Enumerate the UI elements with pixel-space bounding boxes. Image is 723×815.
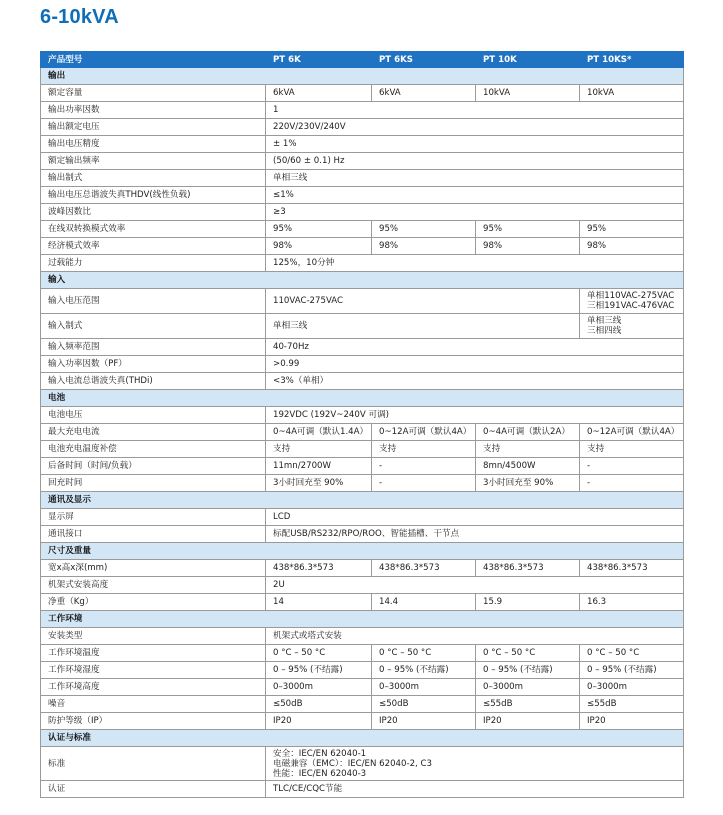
table-row xyxy=(41,424,684,441)
row-value: 0 °C – 50 °C xyxy=(372,645,476,662)
cell-line: 单相110VAC-275VAC xyxy=(587,291,675,301)
row-value: 14 xyxy=(266,594,372,611)
row-value: 3小时回充至 90% xyxy=(476,475,580,492)
row-label: 电池电压 xyxy=(41,407,266,424)
row-label: 通讯接口 xyxy=(41,526,266,543)
row-value-span: ≥3 xyxy=(266,204,684,221)
row-value: 16.3 xyxy=(580,594,684,611)
section-row xyxy=(41,272,684,289)
header-model-label: 产品型号 xyxy=(41,52,266,68)
row-value: 10kVA xyxy=(580,85,684,102)
table-row xyxy=(41,577,684,594)
row-value-span: 标配USB/RS232/RPO/ROO、智能插槽、干节点 xyxy=(266,526,684,543)
row-value: IP20 xyxy=(476,713,580,730)
row-label: 输出额定电压 xyxy=(41,119,266,136)
cell-line: 三相四线 xyxy=(587,326,622,336)
table-header-row xyxy=(41,52,684,68)
row-value: 11mn/2700W xyxy=(266,458,372,475)
row-value: 6kVA xyxy=(266,85,372,102)
section-title: 电池 xyxy=(41,390,684,407)
table-row xyxy=(41,526,684,543)
section-title: 输入 xyxy=(41,272,684,289)
row-value: 3小时回充至 90% xyxy=(266,475,372,492)
row-value: 0–3000m xyxy=(266,679,372,696)
row-value: 0~4A可调（默认1.4A） xyxy=(266,424,372,441)
table-body xyxy=(41,68,684,798)
row-value: - xyxy=(580,475,684,492)
table-row xyxy=(41,781,684,798)
row-label: 净重（Kg） xyxy=(41,594,266,611)
row-value: 15.9 xyxy=(476,594,580,611)
table-row xyxy=(41,509,684,526)
row-label: 输入频率范围 xyxy=(41,339,266,356)
table-row xyxy=(41,136,684,153)
row-value: 98% xyxy=(372,238,476,255)
row-label: 经济模式效率 xyxy=(41,238,266,255)
cell-line: 单相三线 xyxy=(587,316,622,326)
section-row xyxy=(41,611,684,628)
row-value: 支持 xyxy=(266,441,372,458)
row-value: 0–3000m xyxy=(580,679,684,696)
section-title: 尺寸及重量 xyxy=(41,543,684,560)
section-row xyxy=(41,492,684,509)
row-label: 工作环境湿度 xyxy=(41,662,266,679)
section-title: 工作环境 xyxy=(41,611,684,628)
row-value-span: >0.99 xyxy=(266,356,684,373)
page-title: 6-10kVA xyxy=(40,6,119,28)
row-value-span: ± 1% xyxy=(266,136,684,153)
row-value-span: 220V/230V/240V xyxy=(266,119,684,136)
table-row xyxy=(41,85,684,102)
table-row xyxy=(41,373,684,390)
table-row xyxy=(41,679,684,696)
row-label: 回充时间 xyxy=(41,475,266,492)
row-value-span: 1 xyxy=(266,102,684,119)
row-value-span: 机架式或塔式安装 xyxy=(266,628,684,645)
row-value-span: 2U xyxy=(266,577,684,594)
row-value: 98% xyxy=(476,238,580,255)
row-value-span: 40-70Hz xyxy=(266,339,684,356)
table-row xyxy=(41,314,684,339)
row-value-span: 125%，10分钟 xyxy=(266,255,684,272)
table-row xyxy=(41,475,684,492)
row-value: ≤50dB xyxy=(266,696,372,713)
row-value: 14.4 xyxy=(372,594,476,611)
row-value: 0 °C – 50 °C xyxy=(476,645,580,662)
table-row xyxy=(41,204,684,221)
cell-line: 安全：IEC/EN 62040-1 xyxy=(273,748,367,759)
row-value: 支持 xyxy=(476,441,580,458)
table-row xyxy=(41,153,684,170)
table-row xyxy=(41,187,684,204)
table-row xyxy=(41,747,684,781)
row-value: IP20 xyxy=(580,713,684,730)
row-label: 工作环境温度 xyxy=(41,645,266,662)
row-value-span: ≤1% xyxy=(266,187,684,204)
row-label: 宽x高x深(mm) xyxy=(41,560,266,577)
row-value: 95% xyxy=(266,221,372,238)
row-value-span: (50/60 ± 0.1) Hz xyxy=(266,153,684,170)
row-value: 438*86.3*573 xyxy=(372,560,476,577)
row-label: 额定输出频率 xyxy=(41,153,266,170)
row-value-multiline xyxy=(580,289,684,314)
row-value: 支持 xyxy=(580,441,684,458)
row-label: 波峰因数比 xyxy=(41,204,266,221)
table-row xyxy=(41,238,684,255)
row-label: 工作环境高度 xyxy=(41,679,266,696)
row-value: 98% xyxy=(580,238,684,255)
row-label: 后备时间（时间/负载） xyxy=(41,458,266,475)
row-value-span: LCD xyxy=(266,509,684,526)
row-label: 过载能力 xyxy=(41,255,266,272)
row-label: 输出功率因数 xyxy=(41,102,266,119)
row-value: 438*86.3*573 xyxy=(266,560,372,577)
row-label: 输入电压范围 xyxy=(41,289,266,314)
row-value: 438*86.3*573 xyxy=(476,560,580,577)
row-value: 95% xyxy=(476,221,580,238)
table-row xyxy=(41,407,684,424)
row-value-span: 110VAC-275VAC xyxy=(266,289,580,314)
row-label: 噪音 xyxy=(41,696,266,713)
table-row xyxy=(41,696,684,713)
row-value: 0–3000m xyxy=(476,679,580,696)
table-row xyxy=(41,645,684,662)
table-row xyxy=(41,628,684,645)
row-label: 防护等级（IP） xyxy=(41,713,266,730)
row-label: 标准 xyxy=(41,747,266,781)
cell-line: 性能：IEC/EN 62040-3 xyxy=(273,768,367,779)
table-row xyxy=(41,289,684,314)
row-value: ≤50dB xyxy=(372,696,476,713)
table-row xyxy=(41,119,684,136)
section-title: 认证与标准 xyxy=(41,730,684,747)
table-row xyxy=(41,458,684,475)
row-value: - xyxy=(580,458,684,475)
row-label: 输入电流总谐波失真(THDi) xyxy=(41,373,266,390)
header-model-3: PT 10K xyxy=(476,52,580,68)
table-row xyxy=(41,170,684,187)
table-row xyxy=(41,594,684,611)
row-value: 0 – 95% (不结露) xyxy=(476,662,580,679)
row-value: 支持 xyxy=(372,441,476,458)
row-value: 0~12A可调（默认4A） xyxy=(580,424,684,441)
table-row xyxy=(41,560,684,577)
row-value: 0~4A可调（默认2A） xyxy=(476,424,580,441)
row-value: 0–3000m xyxy=(372,679,476,696)
row-label: 输出电压总谐波失真THDV(线性负载) xyxy=(41,187,266,204)
row-value-multiline xyxy=(580,314,684,339)
table-row xyxy=(41,255,684,272)
row-label: 认证 xyxy=(41,781,266,798)
header-model-4: PT 10KS* xyxy=(580,52,684,68)
row-label: 输入制式 xyxy=(41,314,266,339)
table-row xyxy=(41,221,684,238)
table-row xyxy=(41,102,684,119)
row-value: 6kVA xyxy=(372,85,476,102)
row-value: 438*86.3*573 xyxy=(580,560,684,577)
table-row xyxy=(41,356,684,373)
row-label: 电池充电温度补偿 xyxy=(41,441,266,458)
row-value-span: <3%（单相） xyxy=(266,373,684,390)
cell-line: 三相191VAC-476VAC xyxy=(587,301,675,311)
section-row xyxy=(41,68,684,85)
row-value: 10kVA xyxy=(476,85,580,102)
row-value: ≤55dB xyxy=(476,696,580,713)
row-label: 额定容量 xyxy=(41,85,266,102)
row-value-span: 192VDC (192V~240V 可调) xyxy=(266,407,684,424)
cell-line: 电磁兼容（EMC）：IEC/EN 62040-2, C3 xyxy=(273,758,432,769)
table-row xyxy=(41,441,684,458)
row-value-span: 单相三线 xyxy=(266,170,684,187)
section-row xyxy=(41,730,684,747)
section-title: 通讯及显示 xyxy=(41,492,684,509)
row-value-span: TLC/CE/CQC节能 xyxy=(266,781,684,798)
row-label: 输入功率因数（PF） xyxy=(41,356,266,373)
header-model-2: PT 6KS xyxy=(372,52,476,68)
row-label: 机架式安装高度 xyxy=(41,577,266,594)
row-label: 输出电压精度 xyxy=(41,136,266,153)
row-value: 0 – 95% (不结露) xyxy=(580,662,684,679)
row-label: 在线双转换模式效率 xyxy=(41,221,266,238)
row-value: ≤55dB xyxy=(580,696,684,713)
row-value-span: 单相三线 xyxy=(266,314,580,339)
row-value: 0 – 95% (不结露) xyxy=(372,662,476,679)
row-value: 95% xyxy=(372,221,476,238)
row-label: 最大充电电流 xyxy=(41,424,266,441)
row-label: 输出制式 xyxy=(41,170,266,187)
row-value: 0 – 95% (不结露) xyxy=(266,662,372,679)
section-row xyxy=(41,543,684,560)
table-row xyxy=(41,339,684,356)
row-label: 安装类型 xyxy=(41,628,266,645)
table-row xyxy=(41,713,684,730)
row-value: - xyxy=(372,475,476,492)
row-value: 0~12A可调（默认4A） xyxy=(372,424,476,441)
section-title: 输出 xyxy=(41,68,684,85)
row-value: 0 °C – 50 °C xyxy=(580,645,684,662)
row-value: IP20 xyxy=(266,713,372,730)
table-row xyxy=(41,662,684,679)
row-value: 0 °C – 50 °C xyxy=(266,645,372,662)
row-value: 8mn/4500W xyxy=(476,458,580,475)
section-row xyxy=(41,390,684,407)
row-value: - xyxy=(372,458,476,475)
row-value: IP20 xyxy=(372,713,476,730)
row-value-span xyxy=(266,747,684,781)
header-model-1: PT 6K xyxy=(266,52,372,68)
row-value: 98% xyxy=(266,238,372,255)
row-value: 95% xyxy=(580,221,684,238)
spec-table xyxy=(40,51,684,798)
row-label: 显示屏 xyxy=(41,509,266,526)
